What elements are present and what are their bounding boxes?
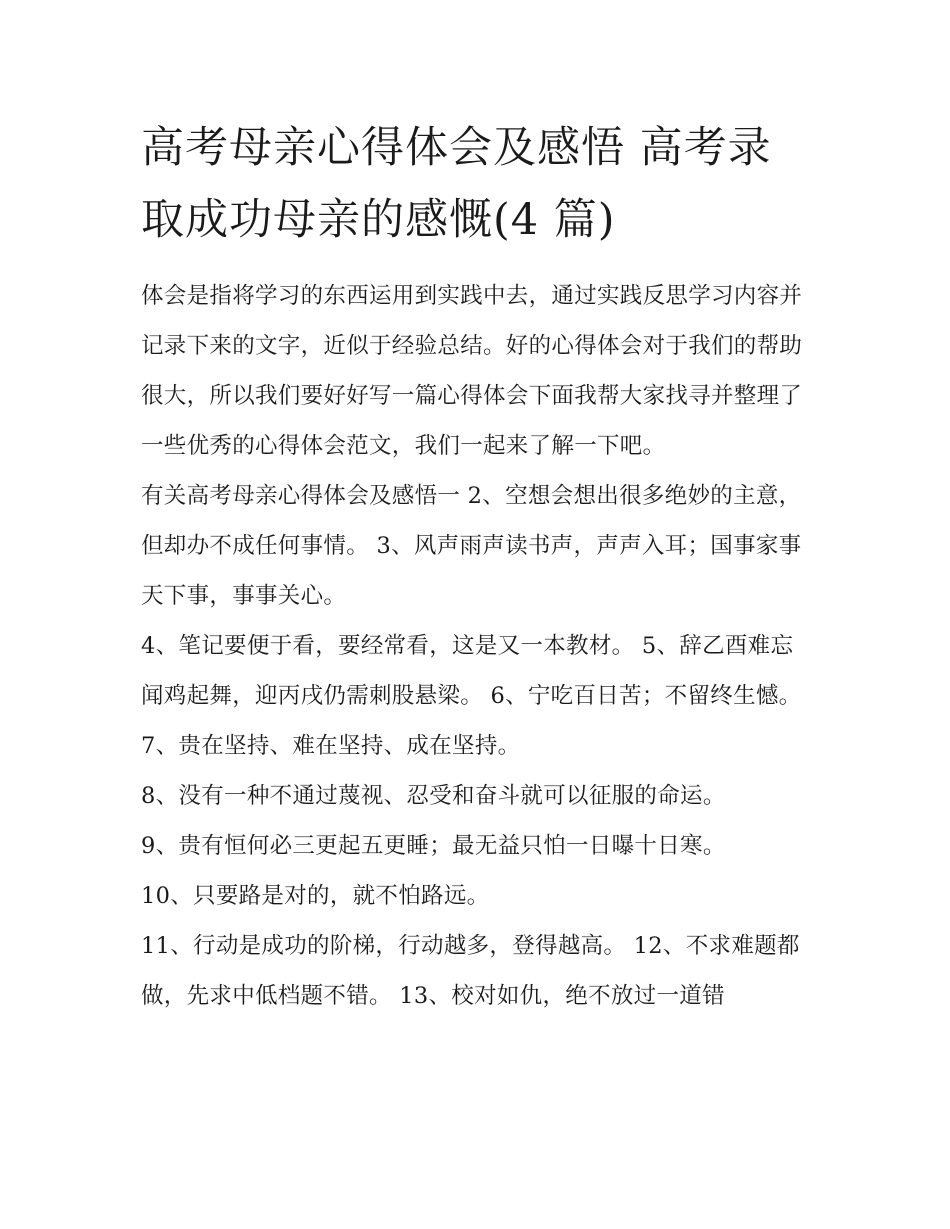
paragraph-item-9: 9、贵有恒何必三更起五更睡；最无益只怕一日曝十日寒。 (141, 833, 726, 859)
paragraph-item-10: 10、只要路是对的，就不怕路远。 (141, 883, 490, 909)
document-page (141, 112, 813, 1021)
paragraph-intro: 体会是指将学习的东西运用到实践中去，通过实践反思学习内容并记录下来的文字，近似于经验总结。好的心得体会对于我们的帮助很大，所以我们要好好写一篇心得体会下面我帮大家找寻并整理了一些优秀的心得体会范文，我们一起来了解一下吧。 (141, 283, 803, 459)
paragraph-section-one: 有关高考母亲心得体会及感悟一 2、空想会想出很多绝妙的主意，但却办不成任何事情。 3、风声雨声读书声，声声入耳；国事家事天下事，事事关心。 (141, 483, 802, 609)
paragraph-items-11-13: 11、行动是成功的阶梯，行动越多，登得越高。 12、不求难题都做，先求中低档题不错。 13、校对如仇，绝不放过一道错 (141, 933, 800, 1009)
paragraph-items-4-7: 4、笔记要便于看，要经常看，这是又一本教材。 5、辞乙酉难忘闻鸡起舞，迎丙戌仍需刺股悬梁。 6、宁吃百日苦；不留终生憾。 7、贵在坚持、难在坚持、成在坚持。 (141, 633, 802, 759)
document-title: 高考母亲心得体会及感悟 高考录取成功母亲的感慨(4 篇) (141, 123, 772, 245)
paragraph-item-8: 8、没有一种不通过蔑视、忍受和奋斗就可以征服的命运。 (141, 783, 726, 809)
